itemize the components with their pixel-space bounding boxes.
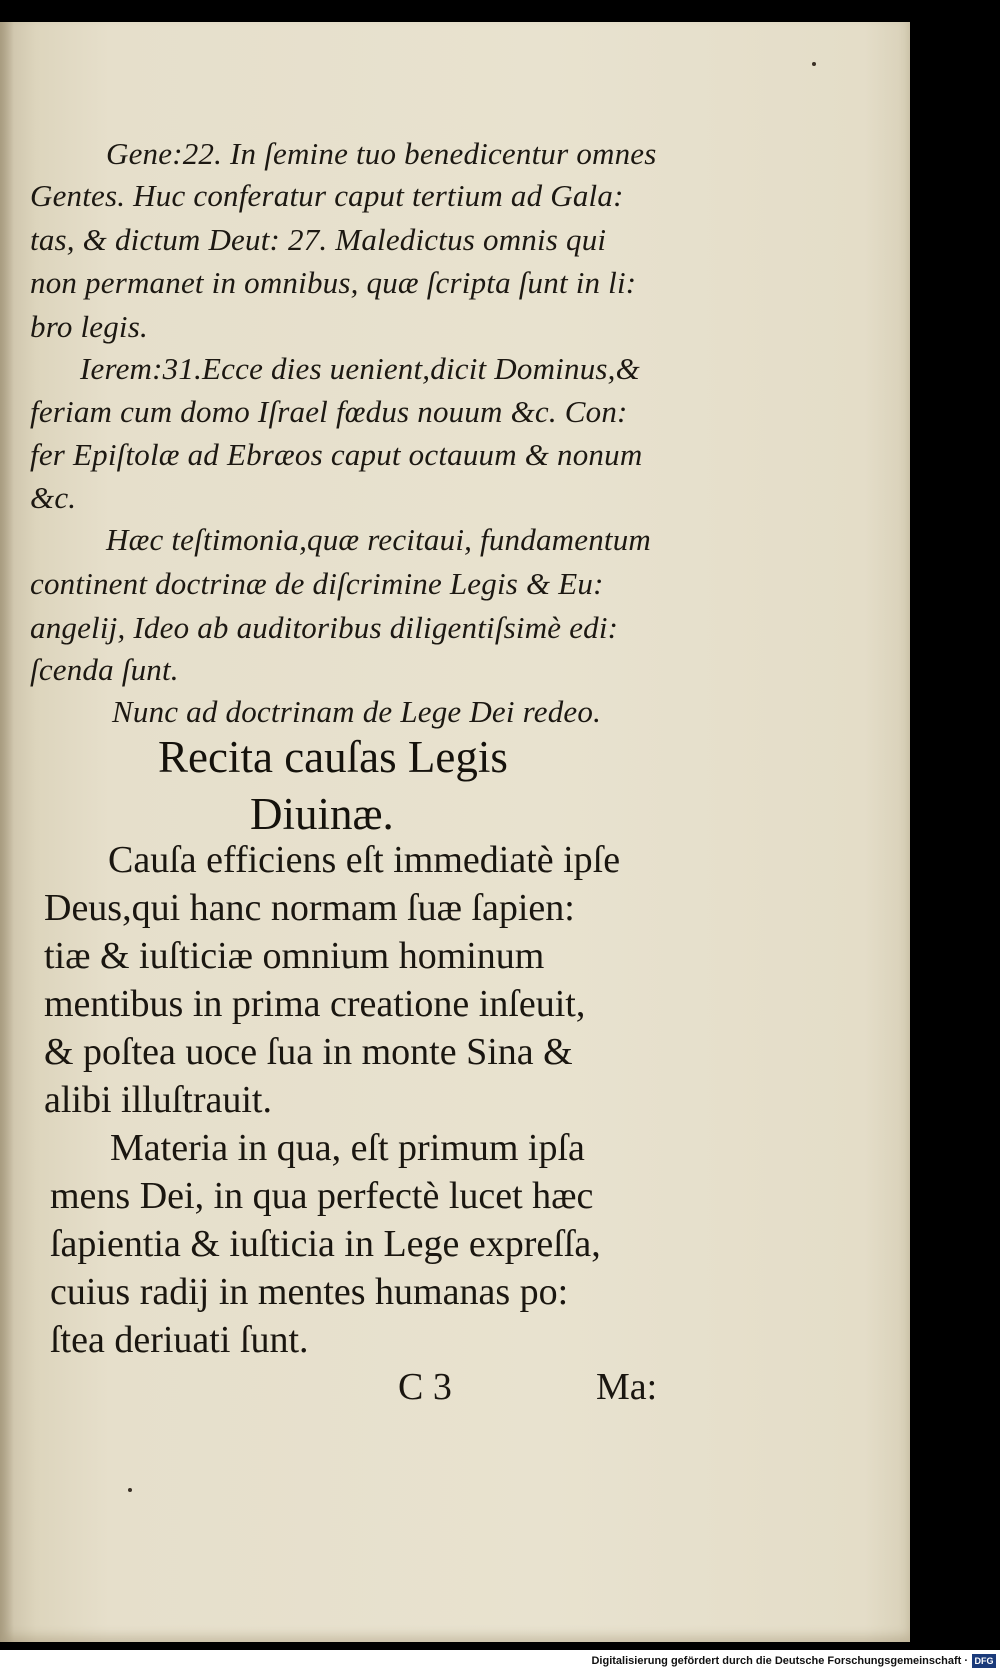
text-line: tas, & dictum Deut: 27. Maledictus omnis qui: [30, 222, 607, 257]
text-line: continent doctrinæ de diſcrimine Legis & Eu:: [30, 566, 604, 601]
text-line: angelij, Ideo ab auditoribus diligentiſsimè edi:: [30, 610, 619, 645]
text-line: non permanet in omnibus, quæ ſcripta ſunt in li:: [30, 265, 637, 300]
catchword: Ma:: [596, 1366, 658, 1408]
text-line: Nunc ad doctrinam de Lege Dei redeo.: [112, 694, 602, 729]
text-line: &c.: [30, 480, 77, 515]
text-line: Hæc teſtimonia,quæ recitaui, fundamentum: [106, 522, 651, 557]
body-line: ſapientia & iuſticia in Lege expreſſa,: [50, 1223, 601, 1265]
paper-speck: [128, 1488, 132, 1492]
signature-mark: C 3: [398, 1366, 452, 1408]
section-heading: Recita cauſas Legis: [158, 732, 508, 782]
text-line: Ierem:31.Ecce dies uenient,dicit Dominus,&: [80, 351, 640, 386]
funding-notice: Digitalisierung gefördert durch die Deutsche Forschungsgemeinschaft ·: [591, 1655, 968, 1667]
section-heading: Diuinæ.: [250, 789, 394, 839]
body-line: Materia in qua, eſt primum ipſa: [110, 1127, 585, 1169]
text-line: Gene:22. In ſemine tuo benedicentur omnes: [106, 136, 657, 171]
text-line: feriam cum domo Iſrael fœdus nouum &c. Con:: [30, 394, 628, 429]
text-line: ſcenda ſunt.: [30, 652, 179, 687]
body-line: cuius radij in mentes humanas po:: [50, 1271, 569, 1313]
body-line: mens Dei, in qua perfectè lucet hæc: [50, 1175, 594, 1217]
body-line: ſtea deriuati ſunt.: [50, 1319, 309, 1361]
text-line: bro legis.: [30, 309, 148, 344]
dfg-logo: DFG: [972, 1654, 996, 1668]
body-line: mentibus in prima creatione inſeuit,: [44, 983, 586, 1025]
body-line: alibi illuſtrauit.: [44, 1079, 272, 1121]
body-line: Cauſa efficiens eſt immediatè ipſe: [108, 839, 621, 881]
paper-speck: [812, 62, 816, 66]
body-line: & poſtea uoce ſua in monte Sina &: [44, 1031, 573, 1073]
text-line: Gentes. Huc conferatur caput tertium ad Gala:: [30, 178, 624, 213]
body-line: tiæ & iuſticiæ omnium hominum: [44, 935, 545, 977]
text-line: fer Epiſtolæ ad Ebræos caput octauum & nonum: [30, 437, 643, 472]
body-line: Deus,qui hanc normam ſuæ ſapien:: [44, 887, 575, 929]
